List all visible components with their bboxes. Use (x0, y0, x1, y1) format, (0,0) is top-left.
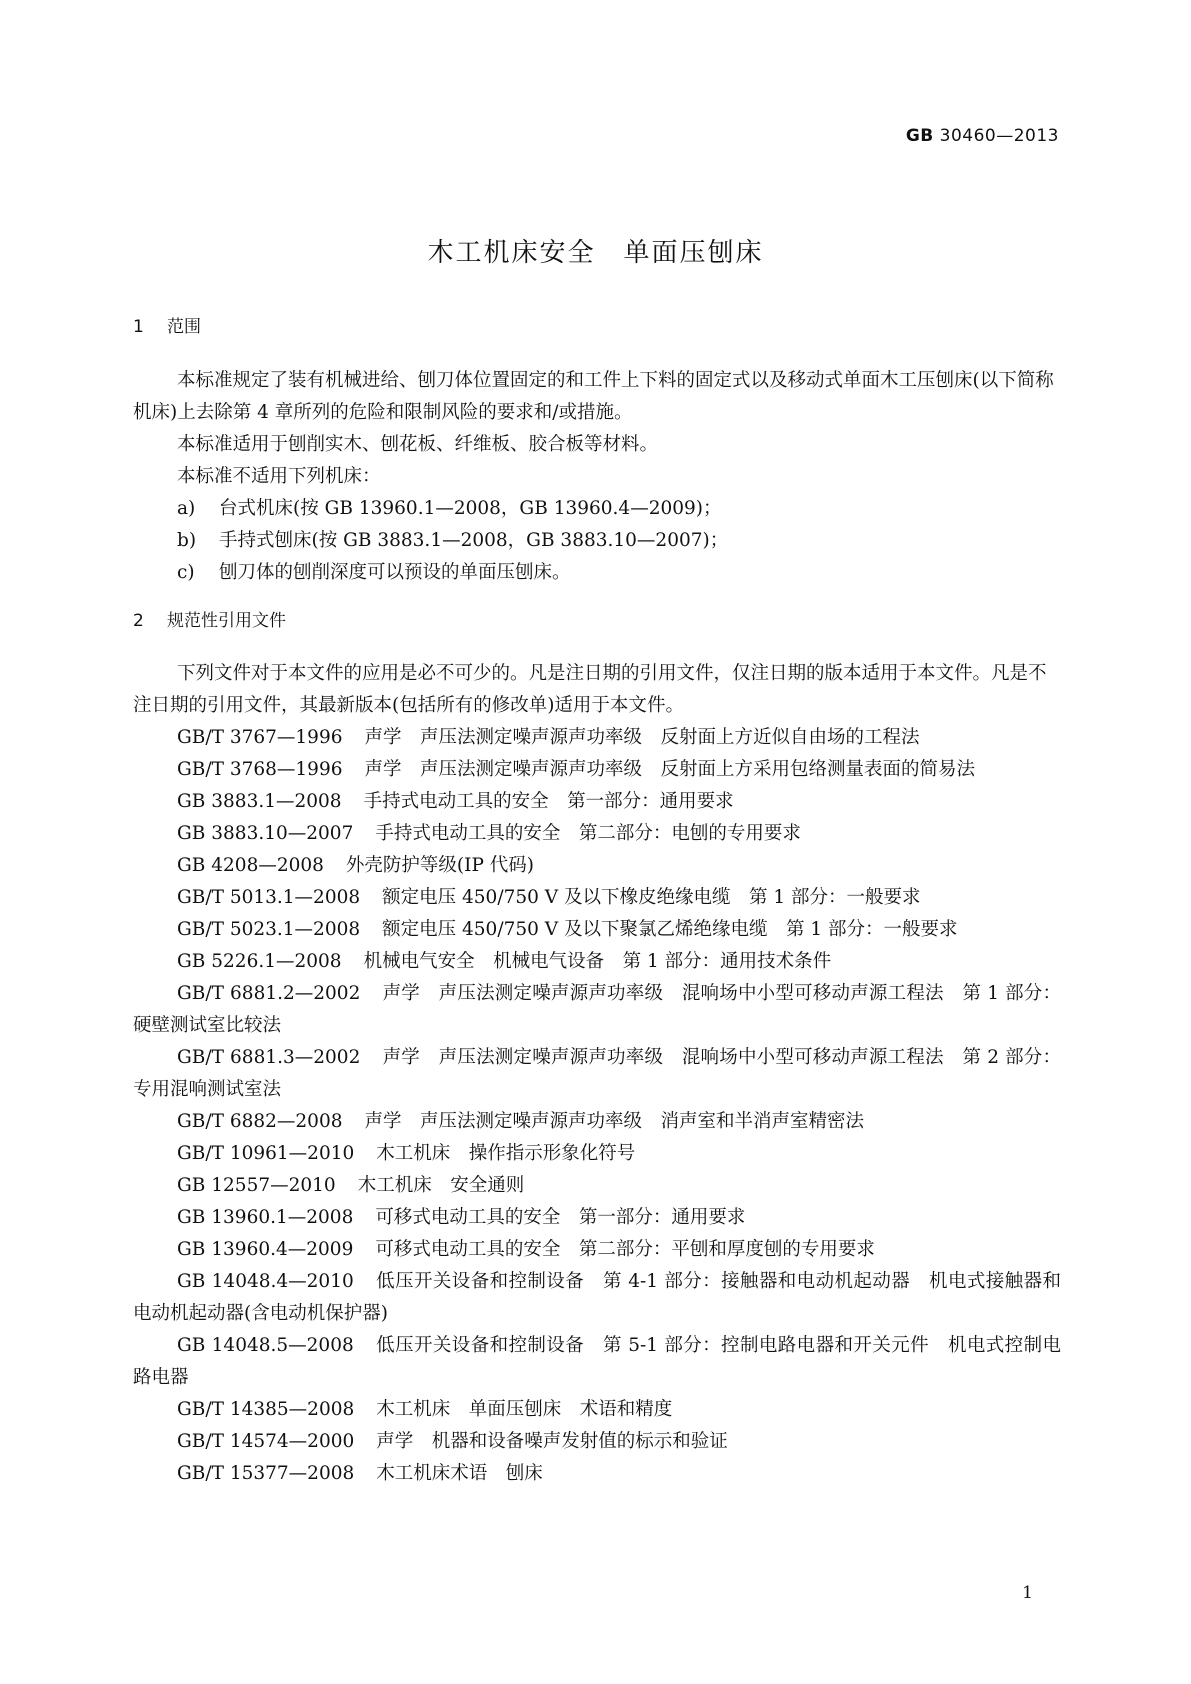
reference-code: GB 13960.4—2009 (177, 1239, 354, 1260)
reference-entry (133, 1170, 1061, 1202)
reference-title: 手持式电动工具的安全 第一部分：通用要求 (363, 791, 734, 812)
title-part-1: 木工机床安全 (427, 238, 596, 268)
reference-code: GB 3883.10—2007 (177, 823, 354, 844)
reference-title: 声学 机器和设备噪声发射值的标示和验证 (376, 1431, 728, 1452)
reference-code: GB 5226.1—2008 (177, 951, 342, 972)
reference-title: 声学 声压法测定噪声源声功率级 反射面上方近似自由场的工程法 (364, 727, 920, 748)
reference-title: 可移式电动工具的安全 第一部分：通用要求 (375, 1207, 746, 1228)
reference-entry (133, 914, 1061, 946)
reference-entry (133, 1042, 1061, 1106)
reference-code: GB/T 15377—2008 (177, 1463, 355, 1484)
section-2-heading (133, 606, 286, 631)
reference-code: GB/T 3767—1996 (177, 727, 343, 748)
list-item-label: c) (177, 562, 195, 583)
list-item-label: a) (177, 498, 196, 519)
reference-code: GB/T 5023.1—2008 (177, 919, 361, 940)
reference-entry (133, 978, 1061, 1042)
reference-code: GB 14048.4—2010 (177, 1271, 354, 1292)
scope-paragraph-3: 本标准不适用下列机床： (177, 466, 381, 487)
reference-title: 低压开关设备和控制设备 第 5-1 部分：控制电路电器和开关元件 机电式控制电路电器 (133, 1335, 1061, 1388)
reference-title: 木工机床术语 刨床 (376, 1463, 543, 1484)
list-item (133, 557, 1061, 589)
section-2-body (133, 658, 1061, 1490)
section-1-heading (133, 312, 201, 337)
reference-code: GB/T 14385—2008 (177, 1399, 355, 1420)
list-item-text: 刨刀体的刨削深度可以预设的单面压刨床。 (219, 562, 571, 583)
reference-entry (133, 1330, 1061, 1394)
reference-code: GB 3883.1—2008 (177, 791, 342, 812)
reference-entry (133, 786, 1061, 818)
list-item-label: b) (177, 530, 197, 551)
section-1-body (133, 365, 1061, 589)
page-number: 1 (1022, 1583, 1033, 1603)
reference-title: 木工机床 操作指示形象化符号 (376, 1143, 636, 1164)
reference-title: 声学 声压法测定噪声源声功率级 混响场中小型可移动声源工程法 第 1 部分：硬壁测试室比较法 (133, 983, 1062, 1036)
reference-entry (133, 882, 1061, 914)
reference-code: GB 13960.1—2008 (177, 1207, 354, 1228)
reference-entry (133, 818, 1061, 850)
list-item (133, 525, 1061, 557)
reference-entry (133, 1234, 1061, 1266)
standard-code-number: 30460—2013 (939, 126, 1059, 146)
reference-code: GB 4208—2008 (177, 855, 324, 876)
standard-code-header (906, 126, 1059, 146)
reference-title: 声学 声压法测定噪声源声功率级 混响场中小型可移动声源工程法 第 2 部分：专用混响测试室法 (133, 1047, 1062, 1100)
reference-entry (133, 1138, 1061, 1170)
reference-title: 木工机床 安全通则 (357, 1175, 525, 1196)
reference-title: 可移式电动工具的安全 第二部分：平刨和厚度刨的专用要求 (375, 1239, 875, 1260)
standard-code-prefix: GB (905, 126, 934, 146)
reference-entry (133, 1458, 1061, 1490)
reference-title: 额定电压 450/750 V 及以下聚氯乙烯绝缘电缆 第 1 部分：一般要求 (382, 919, 958, 940)
reference-code: GB 14048.5—2008 (177, 1335, 354, 1356)
reference-title: 声学 声压法测定噪声源声功率级 消声室和半消声室精密法 (364, 1111, 865, 1132)
section-2-title: 规范性引用文件 (167, 611, 286, 631)
title-part-2: 单面压刨床 (623, 238, 764, 268)
reference-entry (133, 946, 1061, 978)
reference-code: GB/T 3768—1996 (177, 759, 343, 780)
reference-code: GB/T 5013.1—2008 (177, 887, 361, 908)
reference-title: 木工机床 单面压刨床 术语和精度 (376, 1399, 673, 1420)
reference-code: GB/T 6881.3—2002 (177, 1047, 361, 1068)
reference-entry (133, 754, 1061, 786)
reference-code: GB/T 6882—2008 (177, 1111, 343, 1132)
scope-paragraph-1: 本标准规定了装有机械进给、刨刀体位置固定的和工件上下料的固定式以及移动式单面木工压刨床(以下简称机床)上去除第 4 章所列的危险和限制风险的要求和/或措施。 (133, 370, 1054, 423)
scope-paragraph-2: 本标准适用于刨削实木、刨花板、纤维板、胶合板等材料。 (177, 434, 659, 455)
reference-entry (133, 1106, 1061, 1138)
reference-code: GB/T 6881.2—2002 (177, 983, 361, 1004)
section-1-title: 范围 (167, 317, 201, 337)
reference-code: GB/T 10961—2010 (177, 1143, 355, 1164)
reference-entry (133, 850, 1061, 882)
document-title (0, 232, 1191, 269)
reference-entry (133, 1394, 1061, 1426)
reference-entry (133, 722, 1061, 754)
reference-entry (133, 1202, 1061, 1234)
reference-title: 机械电气安全 机械电气设备 第 1 部分：通用技术条件 (363, 951, 832, 972)
reference-code: GB 12557—2010 (177, 1175, 336, 1196)
reference-title: 低压开关设备和控制设备 第 4-1 部分：接触器和电动机起动器 机电式接触器和电动机起动器(含电动机保护器) (133, 1271, 1061, 1324)
list-item-text: 手持式刨床(按 GB 3883.1—2008，GB 3883.10—2007)； (219, 530, 729, 551)
reference-code: GB/T 14574—2000 (177, 1431, 355, 1452)
reference-title: 手持式电动工具的安全 第二部分：电刨的专用要求 (375, 823, 801, 844)
reference-title: 外壳防护等级(IP 代码) (345, 855, 534, 876)
reference-entry (133, 1266, 1061, 1330)
list-item (133, 493, 1061, 525)
reference-title: 额定电压 450/750 V 及以下橡皮绝缘电缆 第 1 部分：一般要求 (382, 887, 921, 908)
reference-entry (133, 1426, 1061, 1458)
section-1-number: 1 (133, 317, 144, 337)
normative-intro-paragraph: 下列文件对于本文件的应用是必不可少的。凡是注日期的引用文件，仅注日期的版本适用于本文件。凡是不注日期的引用文件，其最新版本(包括所有的修改单)适用于本文件。 (133, 663, 1047, 716)
list-item-text: 台式机床(按 GB 13960.1—2008，GB 13960.4—2009)； (219, 498, 722, 519)
section-2-number: 2 (133, 611, 144, 631)
reference-title: 声学 声压法测定噪声源声功率级 反射面上方采用包络测量表面的简易法 (364, 759, 976, 780)
